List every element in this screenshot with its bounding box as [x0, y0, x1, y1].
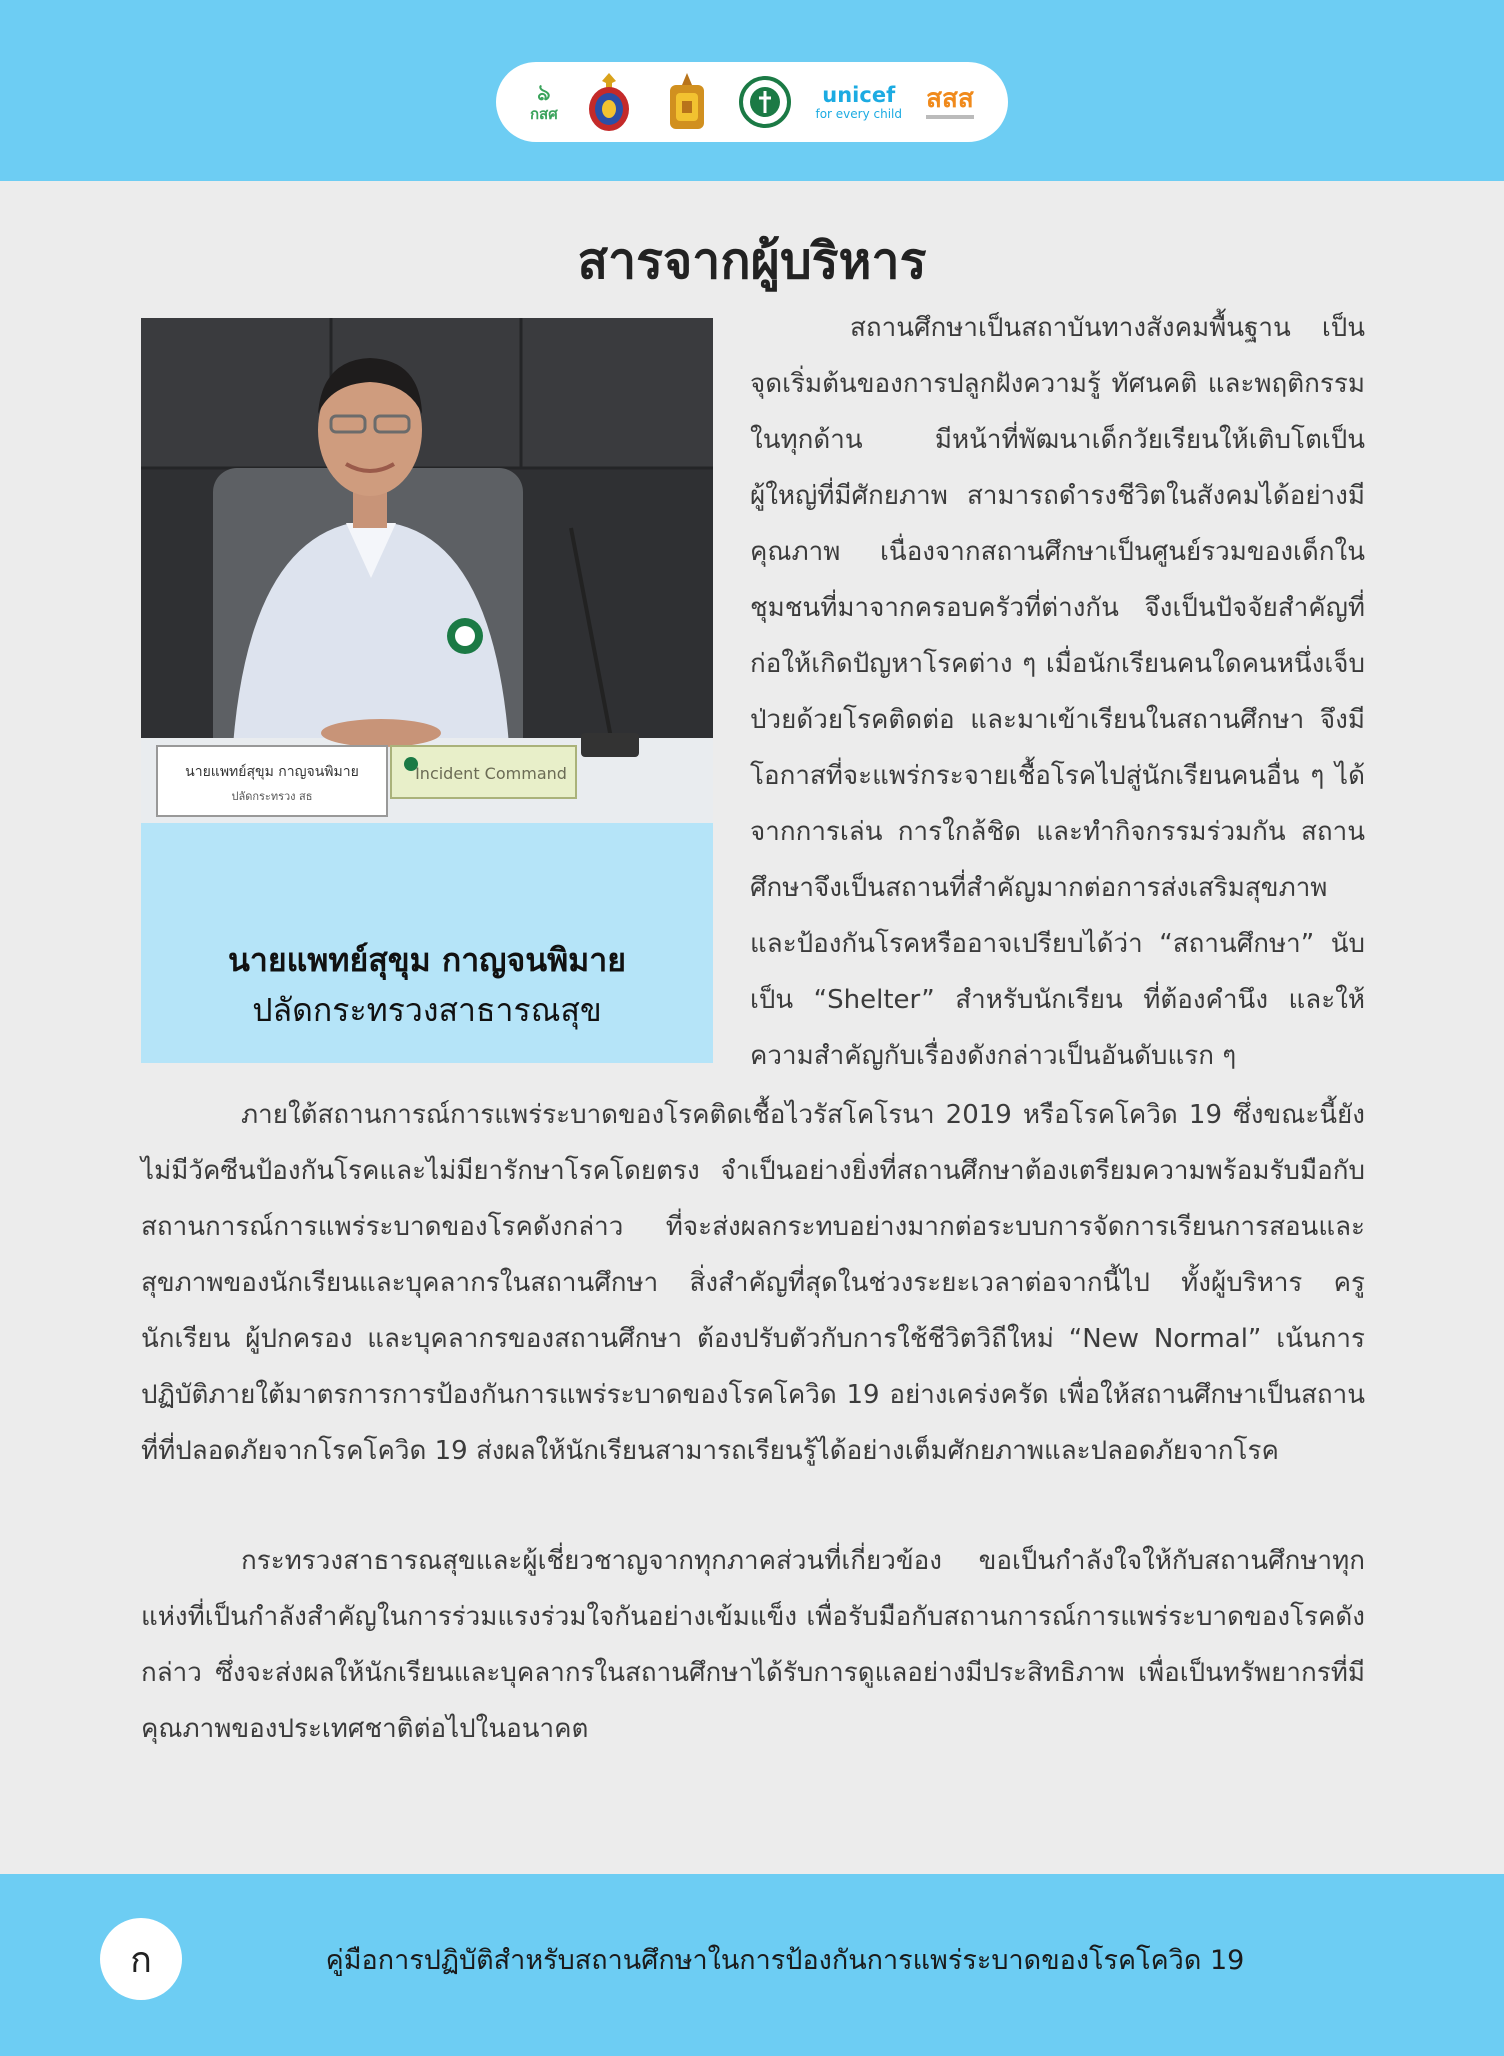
- unicef-logo-text: unicef: [822, 83, 896, 107]
- thaihealth-logo: [926, 85, 974, 119]
- header-band: [0, 0, 1504, 181]
- unicef-logo: [815, 83, 902, 121]
- executive-name: นายแพทย์สุขุม กาญจนพิมาย: [228, 941, 626, 979]
- thaihealth-logo-text: สสส: [926, 84, 974, 114]
- executive-photo: [141, 318, 713, 823]
- kasot-logo: [530, 82, 558, 122]
- nameplate-text: นายแพทย์สุขุม กาญจนพิมาย: [185, 764, 359, 780]
- body-paragraph-2: ภายใต้สถานการณ์การแพร่ระบาดของโรคติดเชื้อไวรัสโคโรนา 2019 หรือโรคโควิด 19 ซึ่งขณะนี้ยังไม่มีวัคซีนป้องกันโรคและไม่มียารักษาโรคโดยตรง จำเป็นอย่างยิ่งที่สถานศึกษาต้องเตรียมความพร้อมรับมือกับสถานการณ์การแพร่ระบาดของโรคดังกล่าว ที่จะส่งผลกระทบอย่างมากต่อระบบการจัดการเรียนการสอนและสุขภาพของนักเรียนและบุคลากรในสถานศึกษา สิ่งสำคัญที่สุดในช่วงระยะเวลาต่อจากนี้ไป ทั้งผู้บริหาร ครู นักเรียน ผู้ปกครอง และบุคลากรของสถานศึกษา ต้องปรับตัวกับการใช้ชีวิตวิถีใหม่ “New Normal” เน้นการปฏิบัติภายใต้มาตรการการป้องกันการแพร่ระบาดของโรคโควิด 19 อย่างเคร่งครัด เพื่อให้สถานศึกษาเป็นสถานที่ที่ปลอดภัยจากโรคโควิด 19 ส่งผลให้นักเรียนสามารถเรียนรู้ได้อย่างเต็มศักยภาพและปลอดภัยจากโรค: [141, 1100, 1365, 1466]
- thaihealth-logo-tagline: [926, 115, 974, 119]
- executive-role: ปลัดกระทรวงสาธารณสุข: [252, 991, 602, 1029]
- body-paragraph-1: สถานศึกษาเป็นสถาบันทางสังคมพื้นฐาน เป็นจุดเริ่มต้นของการปลูกฝังความรู้ ทัศนคติ และพฤติกรรมในทุกด้าน มีหน้าที่พัฒนาเด็กวัยเรียนให้เติบโตเป็นผู้ใหญ่ที่มีศักยภาพ สามารถดำรงชีวิตในสังคมได้อย่างมีคุณภาพ เนื่องจากสถานศึกษาเป็นศูนย์รวมของเด็กในชุมชนที่มาจากครอบครัวที่ต่างกัน จึงเป็นปัจจัยสำคัญที่ก่อให้เกิดปัญหาโรคต่าง ๆ เมื่อนักเรียนคนใดคนหนึ่งเจ็บป่วยด้วยโรคติดต่อ และมาเข้าเรียนในสถานศึกษา จึงมีโอกาสที่จะแพร่กระจายเชื้อโรคไปสู่นักเรียนคนอื่น ๆ ได้ จากการเล่น การใกล้ชิด และทำกิจกรรมร่วมกัน สถานศึกษาจึงเป็นสถานที่สำคัญมากต่อการส่งเสริมสุขภาพ และป้องกันโรคหรืออาจเปรียบได้ว่า “สถานศึกษา” นับเป็น “Shelter” สำหรับนักเรียน ที่ต้องคำนึง และให้ความสำคัญกับเรื่องดังกล่าวเป็นอันดับแรก ๆ: [750, 313, 1365, 1071]
- footer-title: คู่มือการปฏิบัติสำหรับสถานศึกษาในการป้องกันการแพร่ระบาดของโรคโควิด 19: [325, 1945, 1245, 1976]
- incident-command-sign: Incident Command: [415, 764, 567, 783]
- moph-seal-logo: [738, 71, 792, 133]
- kasot-logo-mark: ঌ: [537, 81, 551, 106]
- education-seal-logo: [660, 71, 714, 133]
- page-number-badge: ก: [100, 1918, 182, 2000]
- partner-logos: [496, 62, 1008, 142]
- unicef-tagline: for every child: [815, 107, 903, 121]
- kasot-logo-text: กสศ: [529, 105, 558, 123]
- page-title: สารจากผู้บริหาร: [577, 232, 927, 290]
- photo-caption: [141, 823, 713, 1063]
- ministry-seal-logo: [582, 71, 636, 133]
- nameplate-subtext: ปลัดกระทรวง สธ: [231, 790, 313, 803]
- body-paragraph-3: กระทรวงสาธารณสุขและผู้เชี่ยวชาญจากทุกภาคส่วนที่เกี่ยวข้อง ขอเป็นกำลังใจให้กับสถานศึกษาทุกแห่งที่เป็นกำลังสำคัญในการร่วมแรงร่วมใจกันอย่างเข้มแข็ง เพื่อรับมือกับสถานการณ์การแพร่ระบาดของโรคดังกล่าว ซึ่งจะส่งผลให้นักเรียนและบุคลากรในสถานศึกษาได้รับการดูแลอย่างมีประสิทธิภาพ เพื่อเป็นทรัพยากรที่มีคุณภาพของประเทศชาติต่อไปในอนาคต: [141, 1546, 1365, 1744]
